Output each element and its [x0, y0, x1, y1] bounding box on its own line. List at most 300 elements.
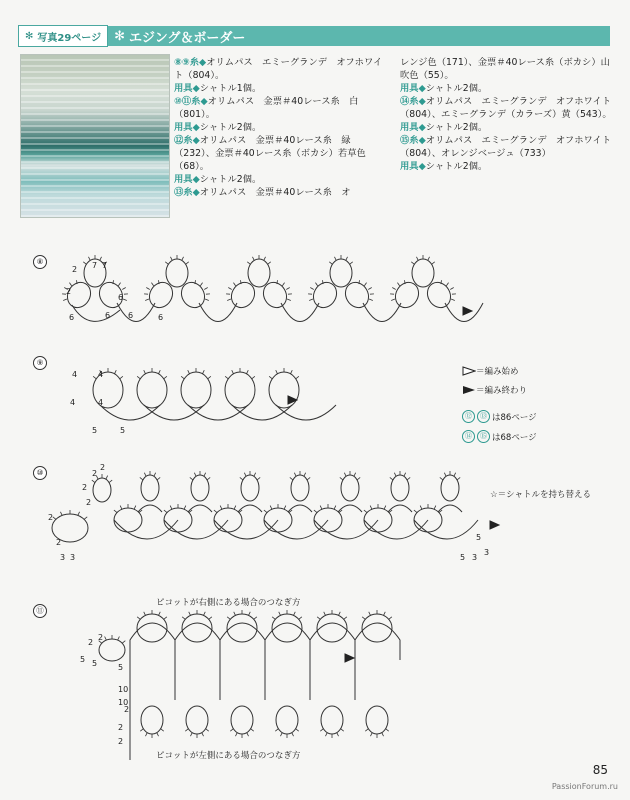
picot: [420, 506, 422, 510]
picot: [275, 729, 278, 731]
ring: [99, 639, 125, 661]
picot: [157, 477, 160, 479]
stitch-count-label: 4: [72, 370, 78, 379]
picot: [432, 262, 435, 264]
picot: [157, 733, 159, 737]
stitch-count-label: 3: [484, 548, 490, 557]
picot: [204, 612, 206, 616]
chain: [314, 520, 378, 539]
photo-reference: 写真29ページ: [37, 32, 102, 44]
picot: [144, 612, 146, 616]
picot: [161, 729, 164, 731]
picot: [325, 733, 327, 737]
stitch-count-label: 2: [92, 469, 98, 478]
picot: [364, 283, 366, 286]
picot: [268, 262, 271, 264]
picot: [164, 376, 167, 378]
material-text: オリムパス エミーグランデ オフホワイト（804）。: [174, 57, 383, 81]
picot: [294, 612, 296, 616]
picot: [202, 733, 204, 737]
picot: [244, 473, 246, 477]
picot: [362, 617, 365, 619]
picot: [249, 612, 251, 616]
stitch-count-label: 3: [472, 553, 478, 562]
picot: [390, 477, 393, 479]
picot: [310, 288, 313, 290]
picot: [182, 617, 185, 619]
legend-shuttle-change: ☆＝シャトルを持ち替える: [490, 490, 591, 500]
ring: [366, 706, 388, 734]
picot: [247, 370, 249, 374]
picot: [53, 517, 56, 519]
picot: [134, 506, 136, 510]
picot: [208, 376, 211, 378]
picot: [84, 517, 87, 519]
left-picot-note: ピコットが左側にある場合のつなぎ方: [156, 751, 301, 761]
picot: [106, 476, 108, 480]
ring: [225, 372, 255, 408]
picot: [247, 733, 249, 737]
ring: [412, 259, 434, 287]
chain: [100, 405, 160, 420]
stitch-count-label: 10: [118, 685, 129, 694]
stitch-count-label: 2: [118, 723, 124, 732]
material-text: シャトル1個。: [199, 83, 262, 94]
stitch-count-label: 4: [98, 370, 104, 379]
picot: [122, 288, 125, 290]
picot: [204, 473, 206, 477]
material-label: 用具◆: [174, 174, 200, 185]
ring: [259, 278, 291, 312]
picot: [291, 370, 293, 374]
picot: [428, 257, 430, 261]
picot: [368, 288, 371, 290]
ring: [272, 614, 302, 642]
picot: [214, 510, 217, 512]
stitch-count-label: 5: [92, 426, 98, 435]
stitch-count-label: 7: [92, 261, 98, 270]
chain: [363, 303, 401, 322]
picot: [304, 473, 306, 477]
legend-ref-68: ⑭ ⑮ は68ページ: [462, 430, 537, 443]
picot: [63, 299, 67, 300]
picot: [230, 729, 233, 731]
ring: [166, 259, 188, 287]
material-label: 用具◆: [400, 161, 426, 172]
picot: [78, 512, 80, 516]
picot: [203, 370, 205, 374]
picot: [220, 506, 222, 510]
picot: [382, 733, 384, 737]
stitch-count-label: 5: [460, 553, 466, 562]
picot: [69, 283, 71, 286]
picot: [137, 376, 140, 378]
picot: [364, 510, 367, 512]
stitch-count-label: 2: [98, 633, 104, 642]
picot: [264, 510, 267, 512]
material-text: レンジ色（171）、金票＃40レース糸（ボカシ）山吹色（55）。: [400, 57, 610, 81]
picot: [290, 477, 293, 479]
picot: [114, 510, 117, 512]
picot: [115, 370, 117, 374]
ring: [330, 259, 352, 287]
picot: [137, 617, 140, 619]
picot: [120, 376, 123, 378]
picot: [225, 376, 228, 378]
picot: [140, 477, 143, 479]
ring: [441, 475, 459, 501]
material-label: ⑭糸◆: [400, 96, 426, 107]
stitch-count-label: 10: [118, 698, 129, 707]
stitch-count-label: 2: [66, 287, 72, 296]
ring: [291, 475, 309, 501]
chain: [276, 405, 336, 420]
picot: [209, 617, 212, 619]
picot: [344, 473, 346, 477]
picot: [269, 376, 272, 378]
ring: [191, 475, 209, 501]
stitch-count-label: 2: [56, 538, 62, 547]
picot: [350, 262, 353, 264]
picot: [329, 262, 332, 264]
material-text: オリムパス 金票＃40レース糸 オ: [199, 187, 351, 198]
picot: [414, 510, 417, 512]
picot: [317, 617, 320, 619]
ring: [181, 372, 211, 408]
stitch-count-label: 4: [70, 398, 76, 407]
chain: [364, 520, 428, 539]
picot: [122, 641, 125, 643]
material-label: 用具◆: [400, 83, 426, 94]
picot: [370, 506, 372, 510]
picot: [320, 729, 323, 731]
ring: [182, 614, 212, 642]
ring: [145, 278, 177, 312]
page-number: 85: [592, 763, 608, 777]
chain: [114, 520, 178, 539]
material-label: ⑩⑪糸◆: [174, 96, 208, 107]
stitch-count-label: 5: [120, 426, 126, 435]
end-marker: [345, 654, 354, 662]
picot: [279, 612, 281, 616]
picot: [384, 612, 386, 616]
picot: [140, 729, 143, 731]
picot: [389, 617, 392, 619]
picot: [60, 512, 62, 516]
picot: [354, 473, 356, 477]
ring: [141, 475, 159, 501]
picot: [234, 612, 236, 616]
chain: [117, 303, 155, 322]
picot: [207, 477, 210, 479]
picot: [276, 370, 278, 374]
picot: [170, 257, 172, 261]
snowflake-icon: ✻: [25, 30, 34, 42]
chain: [214, 520, 278, 539]
end-marker: [288, 396, 297, 404]
picot: [280, 733, 282, 737]
picot: [346, 257, 348, 261]
picot: [247, 262, 250, 264]
picot: [145, 299, 149, 300]
picot: [282, 283, 284, 286]
ring: [341, 475, 359, 501]
picot: [159, 612, 161, 616]
picot: [204, 288, 207, 290]
chain: [281, 303, 319, 322]
picot: [109, 480, 112, 482]
stitch-count-label: 6: [158, 313, 164, 322]
ring: [227, 278, 259, 312]
material-text: シャトル2個。: [199, 122, 262, 133]
picot: [206, 729, 209, 731]
picot: [190, 477, 193, 479]
picot: [344, 617, 347, 619]
picot: [165, 262, 168, 264]
picot: [450, 288, 453, 290]
picot: [270, 506, 272, 510]
stitch-count-label: 4: [98, 398, 104, 407]
stitch-count-label: 2: [86, 498, 92, 507]
legend-end: ＝編み終わり: [462, 384, 527, 396]
picot: [234, 506, 236, 510]
chain: [199, 303, 237, 322]
picot: [296, 376, 299, 378]
right-picot-note: ピコットが右側にある場合のつなぎ方: [156, 598, 301, 608]
stitch-count-label: 5: [476, 533, 482, 542]
page-title: エジング＆ボーダー: [129, 30, 246, 46]
material-label: ⑬糸◆: [174, 187, 200, 198]
chain: [164, 520, 228, 539]
end-marker: [490, 521, 499, 529]
picot: [105, 636, 107, 640]
ring: [141, 706, 163, 734]
picot: [444, 473, 446, 477]
picot: [386, 729, 389, 731]
picot: [190, 733, 192, 737]
picot: [457, 477, 460, 479]
stitch-count-label: 2: [72, 265, 78, 274]
picot: [257, 477, 260, 479]
picot: [92, 480, 95, 482]
picot: [292, 733, 294, 737]
picot: [154, 473, 156, 477]
picot: [341, 729, 344, 731]
picot: [337, 733, 339, 737]
picot: [357, 477, 360, 479]
material-text: シャトル2個。: [199, 174, 262, 185]
picot: [287, 299, 291, 300]
picot: [189, 612, 191, 616]
picot: [339, 612, 341, 616]
material-text: オリムパス エミーグランデ オフホワイト（804）、エミーグランデ（カラーズ）黄（543）。: [400, 96, 612, 120]
picot: [232, 370, 234, 374]
picot: [434, 506, 436, 510]
material-label: 用具◆: [400, 122, 426, 133]
stitch-count-label: 2: [100, 463, 106, 472]
picot: [144, 473, 146, 477]
picot: [200, 283, 202, 286]
picot: [454, 473, 456, 477]
material-text: シャトル2個。: [425, 83, 488, 94]
picot: [440, 477, 443, 479]
end-marker: [463, 307, 472, 315]
stitch-count-label: 5: [80, 655, 86, 664]
picot: [392, 288, 395, 290]
picot: [370, 733, 372, 737]
ring: [137, 372, 167, 408]
ring: [186, 706, 208, 734]
stitch-count-label: 3: [60, 553, 66, 562]
picot: [314, 510, 317, 512]
material-text: シャトル2個。: [425, 161, 488, 172]
picot: [123, 299, 127, 300]
picot: [272, 617, 275, 619]
picot: [151, 283, 153, 286]
material-label: ⑧⑨糸◆: [174, 57, 207, 68]
picot: [186, 262, 189, 264]
stitch-count-label: 6: [69, 313, 75, 322]
stitch-count-label: 5: [92, 659, 98, 668]
picot: [315, 283, 317, 286]
material-text: オリムパス 金票＃40レース糸 白（801）。: [174, 96, 359, 120]
picot: [83, 262, 86, 264]
ring: [241, 475, 259, 501]
legend-ref-86: ⑫ ⑬ は86ページ: [462, 410, 537, 423]
picot: [286, 288, 289, 290]
picot: [185, 729, 188, 731]
ring: [423, 278, 455, 312]
picot: [369, 612, 371, 616]
picot: [451, 299, 455, 300]
picot: [228, 288, 231, 290]
diagram-number-11: ⑪: [33, 604, 47, 618]
picot: [184, 506, 186, 510]
picot: [340, 477, 343, 479]
ring: [309, 278, 341, 312]
picot: [334, 257, 336, 261]
material-label: 用具◆: [174, 83, 200, 94]
picot: [416, 257, 418, 261]
picot: [146, 288, 149, 290]
picot: [164, 510, 167, 512]
chain: [232, 405, 292, 420]
picot: [233, 283, 235, 286]
picot: [391, 299, 395, 300]
picot: [240, 477, 243, 479]
stitch-count-label: 2: [48, 513, 54, 522]
picot: [181, 376, 184, 378]
material-label: 用具◆: [174, 122, 200, 133]
picot: [188, 370, 190, 374]
snowflake-icon: ✻: [114, 28, 126, 44]
stitch-count-label: 5: [118, 663, 124, 672]
ring: [137, 614, 167, 642]
picot: [404, 473, 406, 477]
picot: [446, 283, 448, 286]
ring: [227, 614, 257, 642]
picot: [170, 506, 172, 510]
picot: [324, 612, 326, 616]
picot: [144, 370, 146, 374]
picot: [88, 257, 90, 261]
picot: [235, 733, 237, 737]
ring: [391, 278, 423, 312]
picot: [145, 733, 147, 737]
ring: [341, 278, 373, 312]
stitch-count-label: 2: [118, 737, 124, 746]
stitch-count-label: 3: [70, 553, 76, 562]
diagram-number-8: ⑧: [33, 255, 47, 269]
picot: [411, 262, 414, 264]
picot: [394, 473, 396, 477]
ring: [391, 475, 409, 501]
picot: [407, 477, 410, 479]
material-label: ⑮糸◆: [400, 135, 426, 146]
ring: [362, 614, 392, 642]
picot: [299, 617, 302, 619]
picot: [93, 376, 96, 378]
picot: [334, 506, 336, 510]
stitch-count-label: 2: [82, 483, 88, 492]
picot: [227, 617, 230, 619]
stitch-count-label: 6: [128, 311, 134, 320]
chain: [414, 520, 478, 539]
stitch-count-label: 6: [118, 293, 124, 302]
picot: [159, 370, 161, 374]
picot: [254, 617, 257, 619]
picot: [194, 473, 196, 477]
picot: [365, 729, 368, 731]
ring: [321, 706, 343, 734]
stitch-count-label: 7: [102, 261, 108, 270]
material-text: オリムパス エミーグランデ オフホワイト（804）、オレンジベージュ（733）: [400, 135, 612, 159]
diagram-number-10: ⑩: [33, 466, 47, 480]
ring: [231, 706, 253, 734]
picot: [118, 636, 120, 640]
material-text: シャトル2個。: [425, 122, 488, 133]
picot: [384, 506, 386, 510]
picot: [284, 506, 286, 510]
picot: [307, 477, 310, 479]
ring: [317, 614, 347, 642]
picot: [252, 257, 254, 261]
picot: [120, 506, 122, 510]
picot: [252, 376, 255, 378]
picot: [205, 299, 209, 300]
stitch-count-label: 2: [88, 638, 94, 647]
material-label: ⑫糸◆: [174, 135, 200, 146]
material-text: オリムパス 金票＃40レース糸 緑（232）、金票＃40レース糸（ボカシ）若草色（68）。: [174, 135, 366, 172]
picot: [296, 729, 299, 731]
picot: [264, 257, 266, 261]
chain: [144, 405, 204, 420]
picot: [100, 257, 102, 261]
picot: [227, 299, 231, 300]
watermark: PassionForum.ru: [551, 782, 618, 791]
ring: [269, 372, 299, 408]
chain: [188, 405, 248, 420]
picot: [164, 617, 167, 619]
picot: [254, 473, 256, 477]
stitch-count-label: 2: [124, 705, 130, 714]
ring: [276, 706, 298, 734]
picot: [309, 299, 313, 300]
picot: [294, 473, 296, 477]
legend-start: ＝編み始め: [462, 365, 519, 377]
diagram-number-9: ⑨: [33, 356, 47, 370]
picot: [251, 729, 254, 731]
